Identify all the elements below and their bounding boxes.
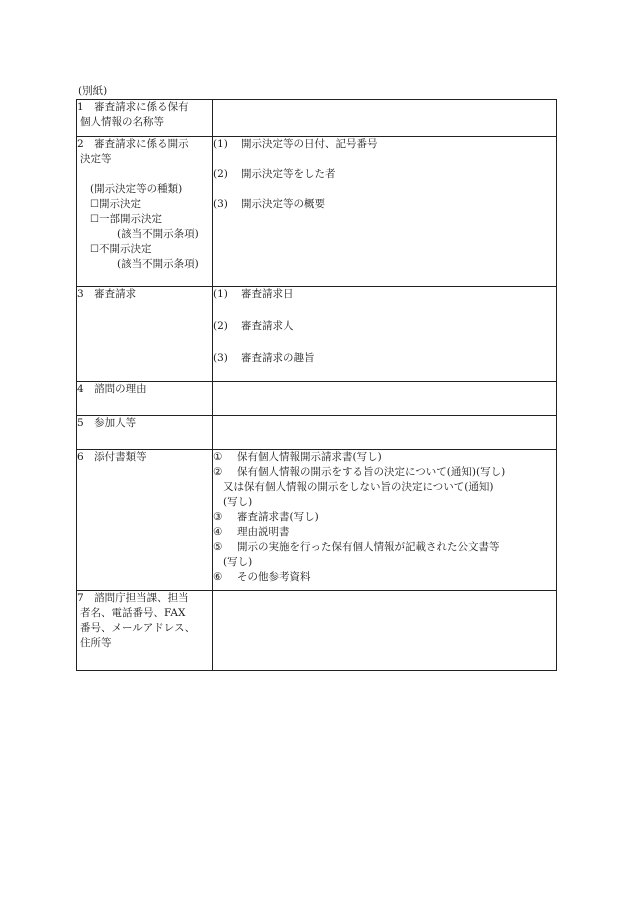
decision-types-heading: (開示決定等の種類) — [90, 183, 183, 195]
row7-label-line4: 住所等 — [80, 637, 112, 649]
row6-label: 6 添付書類等 — [77, 451, 147, 463]
item-number: (3) — [213, 198, 228, 210]
item-text: 保有個人情報開示請求書(写し) — [237, 451, 382, 463]
row1-label-line1: 1 審査請求に係る保有 — [77, 101, 189, 113]
row-review-request — [77, 287, 557, 382]
item-number: ② — [213, 466, 223, 478]
item-text-continued: (写し) — [223, 496, 253, 508]
list-item — [213, 570, 556, 585]
list-item — [213, 351, 556, 366]
row2-label-cell — [77, 137, 213, 287]
item-number: ⑥ — [213, 571, 223, 583]
checkbox-label: 一部開示決定 — [98, 213, 162, 225]
row-disclosure-decision — [77, 137, 557, 287]
item-number: ③ — [213, 511, 223, 523]
row7-label-line2: 者名、電話番号、FAX — [80, 607, 186, 619]
checkbox-label: 開示決定 — [98, 198, 141, 210]
row2-label-line2: 決定等 — [80, 153, 112, 165]
item-number: ① — [213, 451, 223, 463]
row5-label: 5 参加人等 — [77, 417, 137, 429]
row4-label: 4 諮問の理由 — [77, 383, 147, 395]
item-text: 開示決定等の日付、記号番号 — [241, 138, 378, 150]
item-number: ④ — [213, 526, 223, 538]
item-text-continued: (写し) — [223, 556, 253, 568]
row7-label-line1: 7 諮問庁担当課、担当 — [77, 592, 189, 604]
item-number: (1) — [213, 288, 228, 300]
list-item — [213, 525, 556, 540]
row1-label-line2: 個人情報の名称等 — [80, 116, 164, 128]
item-number: ⑤ — [213, 541, 223, 553]
item-text: 審査請求の趣旨 — [241, 352, 315, 364]
row7-label-line3: 番号、メールアドレス、 — [80, 622, 196, 634]
checkbox-icon[interactable]: ☐ — [90, 214, 99, 225]
list-item — [213, 287, 556, 302]
item-text: 理由説明書 — [237, 526, 290, 538]
item-number: (2) — [213, 168, 228, 180]
checkbox-partial-disclosure[interactable] — [77, 212, 212, 227]
row3-label-cell — [77, 287, 213, 382]
applicable-clause-label: (該当不開示条項) — [117, 258, 199, 270]
attachment-caption: (別紙) — [78, 85, 108, 97]
checkbox-icon[interactable]: ☐ — [90, 199, 99, 210]
row3-content-cell — [213, 287, 557, 382]
row-personal-info-name — [77, 100, 557, 137]
consultation-form-table — [76, 99, 557, 671]
item-number: (3) — [213, 352, 228, 364]
checkbox-label: 不開示決定 — [98, 243, 152, 255]
row1-label-cell — [77, 100, 213, 137]
item-text-continued: 又は保有個人情報の開示をしない旨の決定について(通知) — [223, 481, 494, 493]
row6-label-cell — [77, 450, 213, 591]
list-item — [213, 450, 556, 465]
item-text: 開示の実施を行った保有個人情報が記載された公文書等 — [237, 541, 500, 553]
row-participants — [77, 416, 557, 450]
row7-label-cell — [77, 591, 213, 671]
item-number: (2) — [213, 320, 228, 332]
list-item — [213, 465, 556, 480]
item-text: 審査請求書(写し) — [237, 511, 319, 523]
row2-label-line1: 2 審査請求に係る開示 — [77, 138, 189, 150]
item-text: 開示決定等をした者 — [241, 168, 336, 180]
item-text: その他参考資料 — [237, 571, 311, 583]
item-text: 審査請求日 — [241, 288, 294, 300]
row4-label-cell — [77, 382, 213, 416]
row7-content-cell[interactable] — [213, 591, 557, 671]
list-item — [213, 167, 556, 182]
row5-label-cell — [77, 416, 213, 450]
checkbox-icon[interactable]: ☐ — [90, 244, 99, 255]
row5-content-cell[interactable] — [213, 416, 557, 450]
row1-content-cell[interactable] — [213, 100, 557, 137]
list-item — [213, 510, 556, 525]
item-text: 審査請求人 — [241, 320, 294, 332]
checkbox-disclosure[interactable] — [77, 197, 212, 212]
row3-label: 3 審査請求 — [77, 288, 137, 300]
item-number: (1) — [213, 138, 228, 150]
list-item — [213, 197, 556, 212]
applicable-clause-label: (該当不開示条項) — [117, 228, 199, 240]
row-contact-info — [77, 591, 557, 671]
row4-content-cell[interactable] — [213, 382, 557, 416]
row2-content-cell — [213, 137, 557, 287]
list-item — [213, 319, 556, 334]
row-attached-documents — [77, 450, 557, 591]
row6-content-cell — [213, 450, 557, 591]
list-item — [213, 540, 556, 555]
row-consultation-reason — [77, 382, 557, 416]
item-text: 保有個人情報の開示をする旨の決定について(通知)(写し) — [237, 466, 506, 478]
checkbox-non-disclosure[interactable] — [77, 242, 212, 257]
item-text: 開示決定等の概要 — [241, 198, 325, 210]
list-item — [213, 137, 556, 152]
